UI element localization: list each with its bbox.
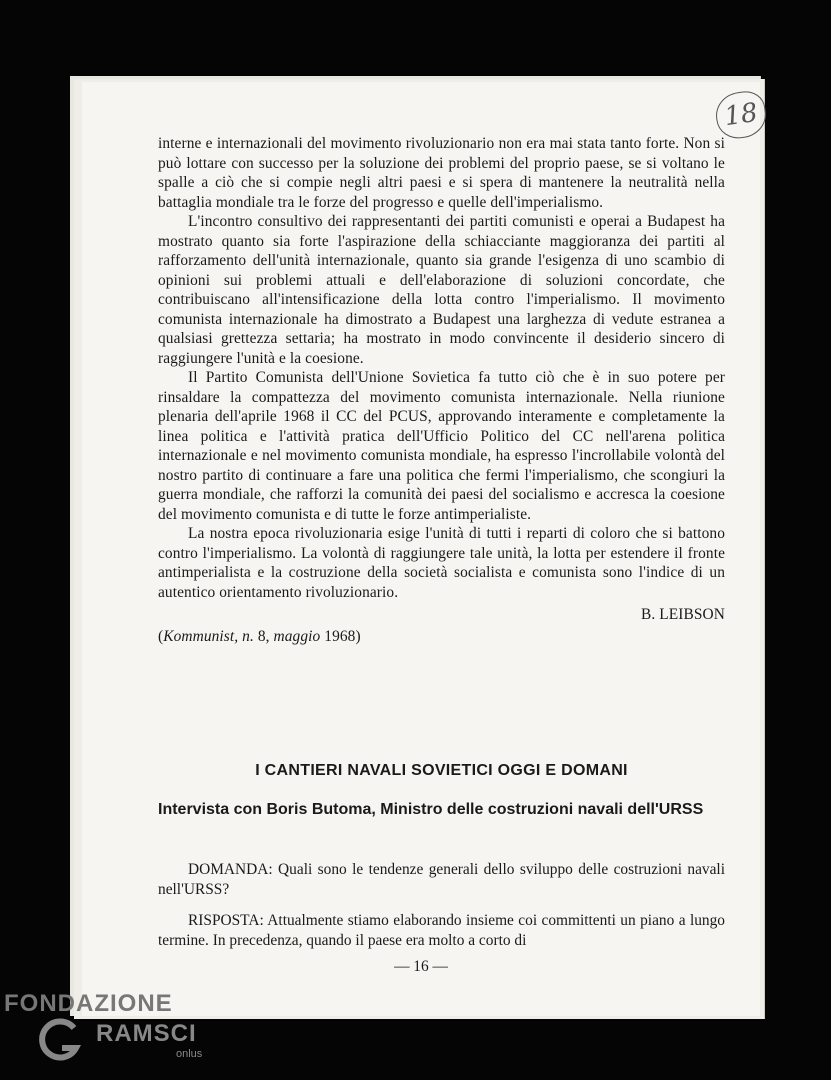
article-body — [158, 134, 725, 646]
question: DOMANDA: Quali sono le tendenze generali dello sviluppo delle costruzioni navali nell'URSS? — [158, 861, 725, 898]
page-folio: — 16 — — [394, 958, 448, 975]
interview-text — [158, 860, 725, 962]
paragraph: La nostra epoca rivoluzionaria esige l'unità di tutti i reparti di coloro che si battono contro l'imperialismo. La volontà di raggiungere tale unità, la lotta per estendere il fronte antimperialista e la costruzione della società socialista e comunista sono l'indice di un autentico orientamento rivoluzionario. — [158, 525, 725, 601]
watermark-g-logo-icon — [34, 1018, 84, 1062]
source-year: 1968) — [320, 627, 361, 645]
watermark-line2: RAMSCI — [96, 1020, 197, 1047]
source-open: ( — [158, 627, 164, 645]
watermark-line1: FONDAZIONE — [4, 990, 173, 1017]
paragraph: interne e internazionali del movimento rivoluzionario non era mai stata tanto forte. Non si può lottare con successo per la soluzione dei problemi del proprio paese, se si voltano le spalle a ciò che si compie negli altri paesi e si spera di mantenere la neutralità nella battaglia mondiale tra le forze del progresso e quelle dell'imperialismo. — [158, 135, 725, 211]
source-title: Kommunist, n. — [163, 627, 254, 645]
watermark-onlus: onlus — [176, 1048, 203, 1060]
paragraph: L'incontro consultivo dei rappresentanti dei partiti comunisti e operai a Budapest ha mostrato quanto sia forte l'aspirazione della schiacciante maggioranza dei partiti al rafforzamento dell'unità internazionale, quanto sia grande l'esigenza di uno scambio di opinioni sui problemi attuali e dell'elaborazione di soluzioni concordate, che contribuiscano all'intensificazione della lotta contro l'imperialismo. Il movimento comunista internazionale ha dimostrato a Budapest una larghezza di vedute estranea a qualsiasi grettezza settaria; ha mostrato in modo convincente il desiderio sincero di raggiungere l'unità e la coesione. — [158, 213, 725, 367]
foundation-watermark — [4, 990, 214, 1070]
source-date: maggio — [273, 627, 321, 645]
document-page — [82, 82, 760, 1016]
answer: RISPOSTA: Attualmente stiamo elaborando insieme coi committenti un piano a lungo termine. In precedenza, quando il paese era molto a corto di — [158, 912, 725, 949]
source-citation — [158, 627, 725, 647]
source-number: 8, — [253, 627, 274, 645]
handwritten-page-number: 18 — [713, 89, 769, 142]
author-signature: B. LEIBSON — [641, 606, 725, 623]
paragraph: Il Partito Comunista dell'Unione Sovietica fa tutto ciò che è in suo potere per rinsaldare la compattezza del movimento comunista internazionale. Nella riunione plenaria dell'aprile 1968 il CC del PCUS, approvando interamente e completamente la linea politica e l'attività pratica dell'Ufficio Politico del CC nell'arena politica internazionale e nel movimento comunista mondiale, ha espresso l'incrollabile volontà del nostro partito di continuare a fare una politica che fermi l'imperialismo, che scongiuri la guerra mondiale, che rafforzi la comunità dei paesi del socialismo e accresca la coesione del movimento comunista e di tutte le forze antimperialiste. — [158, 369, 725, 523]
section-subheadline: Intervista con Boris Butoma, Ministro delle costruzioni navali dell'URSS — [158, 801, 704, 818]
section-headline: I CANTIERI NAVALI SOVIETICI OGGI E DOMANI — [255, 762, 628, 779]
